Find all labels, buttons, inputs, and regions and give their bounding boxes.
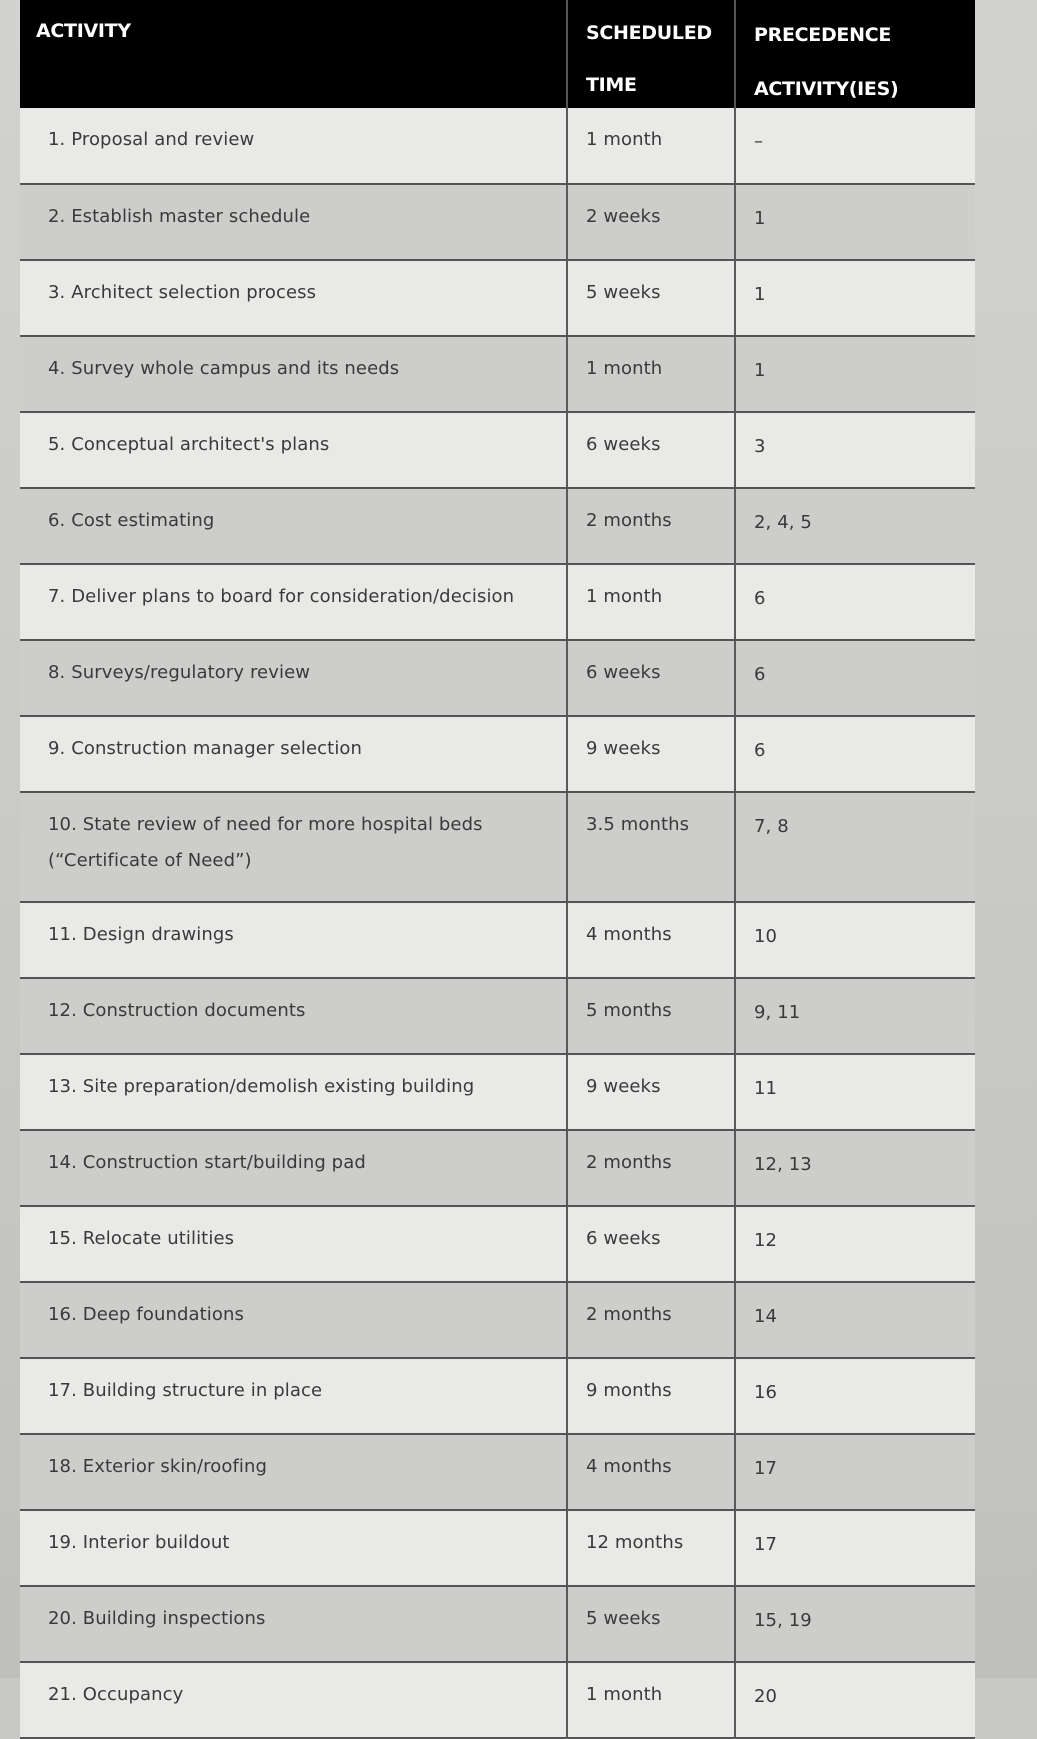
scheduled-time-cell: 2 months [567, 488, 735, 564]
precedence-cell: 12 [735, 1206, 975, 1282]
table-row [20, 716, 975, 792]
table-row [20, 108, 975, 184]
scheduled-time-cell: 9 weeks [567, 716, 735, 792]
scheduled-time-cell: 1 month [567, 564, 735, 640]
scheduled-time-cell: 2 months [567, 1282, 735, 1358]
activity-cell: 12. Construction documents [20, 978, 567, 1054]
scheduled-time-cell: 4 months [567, 1434, 735, 1510]
scheduled-time-cell: 9 weeks [567, 1054, 735, 1130]
precedence-cell: 6 [735, 716, 975, 792]
precedence-cell: 1 [735, 184, 975, 260]
precedence-cell: 1 [735, 260, 975, 336]
precedence-cell: 2, 4, 5 [735, 488, 975, 564]
header-scheduled-time-line2: TIME [586, 74, 637, 96]
activity-cell: 18. Exterior skin/roofing [20, 1434, 567, 1510]
activity-cell: 21. Occupancy [20, 1662, 567, 1738]
table-row [20, 1282, 975, 1358]
activity-cell: 5. Conceptual architect's plans [20, 412, 567, 488]
header-scheduled-time [567, 0, 735, 108]
scheduled-time-cell: 5 weeks [567, 1586, 735, 1662]
table-row [20, 902, 975, 978]
activity-schedule-table [20, 0, 975, 1739]
header-activity-label: ACTIVITY [36, 20, 131, 42]
header-activity [20, 0, 567, 108]
scheduled-time-cell: 12 months [567, 1510, 735, 1586]
activity-cell: 15. Relocate utilities [20, 1206, 567, 1282]
scheduled-time-cell: 5 months [567, 978, 735, 1054]
header-precedence [735, 0, 975, 108]
precedence-cell: – [735, 108, 975, 184]
header-precedence-line1: PRECEDENCE [754, 24, 892, 46]
table-row [20, 792, 975, 902]
table-body [20, 108, 975, 1738]
activity-cell: 20. Building inspections [20, 1586, 567, 1662]
precedence-cell: 9, 11 [735, 978, 975, 1054]
activity-cell: 2. Establish master schedule [20, 184, 567, 260]
table-row [20, 1054, 975, 1130]
precedence-cell: 12, 13 [735, 1130, 975, 1206]
table-row [20, 336, 975, 412]
activity-cell: 1. Proposal and review [20, 108, 567, 184]
scheduled-time-cell: 1 month [567, 336, 735, 412]
precedence-cell: 1 [735, 336, 975, 412]
table-header-row [20, 0, 975, 108]
activity-cell-line1: 10. State review of need for more hospital beds [48, 814, 483, 835]
scheduled-time-cell: 9 months [567, 1358, 735, 1434]
activity-cell: 9. Construction manager selection [20, 716, 567, 792]
precedence-cell: 7, 8 [735, 792, 975, 902]
activity-cell: 6. Cost estimating [20, 488, 567, 564]
scheduled-time-cell: 2 months [567, 1130, 735, 1206]
table-row [20, 1662, 975, 1738]
scheduled-time-cell: 5 weeks [567, 260, 735, 336]
activity-cell: 8. Surveys/regulatory review [20, 640, 567, 716]
scheduled-time-cell: 4 months [567, 902, 735, 978]
table-row [20, 1206, 975, 1282]
precedence-cell: 20 [735, 1662, 975, 1738]
scheduled-time-cell: 2 weeks [567, 184, 735, 260]
table-row [20, 1586, 975, 1662]
table-row [20, 260, 975, 336]
scheduled-time-cell: 1 month [567, 108, 735, 184]
precedence-cell: 6 [735, 564, 975, 640]
table-row [20, 1434, 975, 1510]
activity-cell: 14. Construction start/building pad [20, 1130, 567, 1206]
precedence-cell: 3 [735, 412, 975, 488]
activity-cell-line2: (“Certificate of Need”) [48, 850, 252, 871]
precedence-cell: 11 [735, 1054, 975, 1130]
scheduled-time-cell: 6 weeks [567, 1206, 735, 1282]
scheduled-time-cell: 6 weeks [567, 640, 735, 716]
precedence-cell: 17 [735, 1510, 975, 1586]
table-row [20, 1510, 975, 1586]
table-row [20, 184, 975, 260]
header-precedence-line2: ACTIVITY(IES) [754, 78, 899, 100]
activity-cell: 19. Interior buildout [20, 1510, 567, 1586]
table-row [20, 1130, 975, 1206]
table-row [20, 564, 975, 640]
activity-cell: 11. Design drawings [20, 902, 567, 978]
scheduled-time-cell: 3.5 months [567, 792, 735, 902]
scheduled-time-cell: 1 month [567, 1662, 735, 1738]
precedence-cell: 6 [735, 640, 975, 716]
precedence-cell: 17 [735, 1434, 975, 1510]
activity-cell: 3. Architect selection process [20, 260, 567, 336]
header-scheduled-time-line1: SCHEDULED [586, 22, 712, 44]
activity-cell: 7. Deliver plans to board for consideration/decision [20, 564, 567, 640]
precedence-cell: 14 [735, 1282, 975, 1358]
activity-cell: 17. Building structure in place [20, 1358, 567, 1434]
table-row [20, 488, 975, 564]
precedence-cell: 16 [735, 1358, 975, 1434]
table-row [20, 640, 975, 716]
activity-cell: 13. Site preparation/demolish existing building [20, 1054, 567, 1130]
precedence-cell: 10 [735, 902, 975, 978]
precedence-cell: 15, 19 [735, 1586, 975, 1662]
activity-cell: 16. Deep foundations [20, 1282, 567, 1358]
scheduled-time-cell: 6 weeks [567, 412, 735, 488]
table-row [20, 412, 975, 488]
table-row [20, 1358, 975, 1434]
activity-cell [20, 792, 567, 902]
table-row [20, 978, 975, 1054]
activity-cell: 4. Survey whole campus and its needs [20, 336, 567, 412]
